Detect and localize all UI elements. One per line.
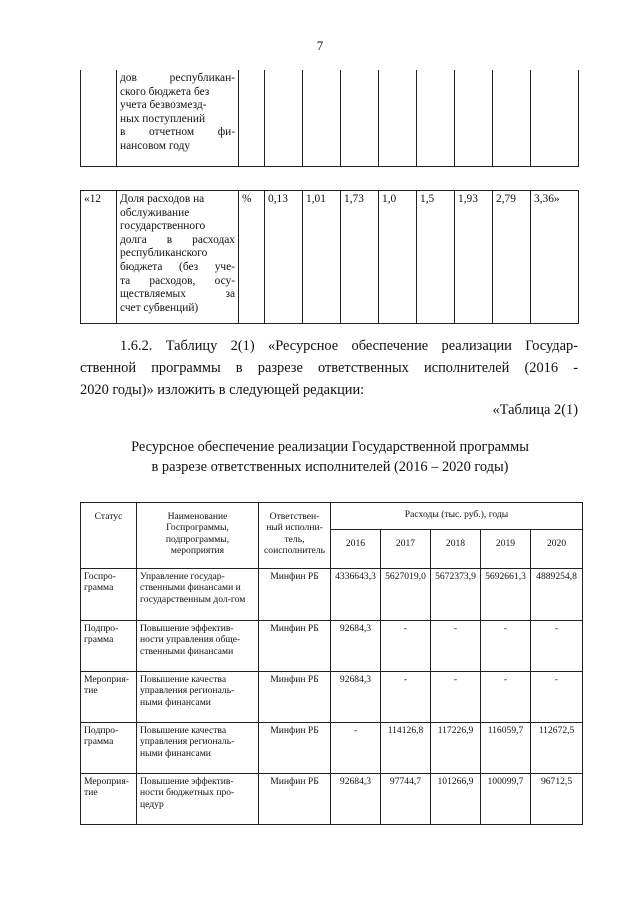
empty-cell	[303, 70, 341, 167]
amendment-paragraph	[80, 335, 578, 401]
indicator-text-line: та расходов, осу-	[120, 274, 235, 287]
value-cell: 3,36»	[531, 191, 579, 324]
indicator-text-line: Доля расходов на	[120, 193, 205, 205]
header-status: Статус	[81, 503, 137, 569]
empty-cell	[379, 70, 417, 167]
value-cell: 5672373,9	[431, 569, 481, 621]
value-cell: 1,01	[303, 191, 341, 324]
value-cell: -	[531, 672, 583, 723]
value-cell: 2,79	[493, 191, 531, 324]
empty-cell	[417, 70, 455, 167]
indicator-text-line: бюджета (без уче-	[120, 260, 235, 273]
table-title-line: Ресурсное обеспечение реализации Государственной программы	[131, 439, 529, 455]
table-label: «Таблица 2(1)	[492, 402, 578, 418]
value-cell: -	[431, 672, 481, 723]
value-cell: 4336643,3	[331, 569, 381, 621]
value-cell: 100099,7	[481, 774, 531, 825]
unit-cell: %	[239, 191, 265, 324]
value-cell: -	[481, 672, 531, 723]
header-expenses: Расходы (тыс. руб.), годы	[331, 503, 583, 530]
indicator-text-line: дов республикан-	[120, 72, 235, 84]
value-cell: 1,0	[379, 191, 417, 324]
value-cell: 112672,5	[531, 723, 583, 774]
empty-cell	[531, 70, 579, 167]
table-row	[81, 672, 583, 723]
indicator-text-line: учета безвозмезд-	[120, 99, 207, 112]
table-title-line: в разрезе ответственных исполнителей (2016 – 2020 годы)	[151, 459, 509, 475]
value-cell: 1,73	[341, 191, 379, 324]
row-number: «12	[81, 191, 117, 324]
empty-cell	[81, 70, 117, 167]
header-year: 2016	[331, 530, 381, 569]
value-cell: 116059,7	[481, 723, 531, 774]
paragraph-line: 2020 годы)» изложить в следующей редакции:	[80, 382, 365, 398]
value-cell: 5692661,3	[481, 569, 531, 621]
value-cell: 1,93	[455, 191, 493, 324]
indicator-name-cell	[117, 191, 239, 324]
indicator-text-line: государственного	[120, 220, 206, 233]
table-row	[81, 774, 583, 825]
value-cell: -	[331, 723, 381, 774]
empty-cell	[493, 70, 531, 167]
responsible-cell: Минфин РБ	[259, 774, 331, 825]
status-cell: Госпро-грамма	[81, 569, 137, 621]
empty-cell	[341, 70, 379, 167]
indicator-text-line: обслуживание	[120, 206, 190, 219]
indicator-text-line: республиканского	[120, 247, 208, 260]
value-cell: -	[381, 621, 431, 672]
value-cell: 117226,9	[431, 723, 481, 774]
responsible-cell: Минфин РБ	[259, 569, 331, 621]
status-cell: Мероприя-тие	[81, 774, 137, 825]
status-cell: Мероприя-тие	[81, 672, 137, 723]
status-cell: Подпро-грамма	[81, 621, 137, 672]
indicator-text-line: нансовом году	[120, 139, 191, 152]
header-year: 2019	[481, 530, 531, 569]
paragraph-line: ственной программы в разрезе ответственных исполнителей (2016 -	[80, 360, 578, 376]
indicator-text-line: ского бюджета без	[120, 85, 210, 98]
value-cell: -	[531, 621, 583, 672]
empty-cell	[455, 70, 493, 167]
name-cell: Повышение качества управления региональ-ными финансами	[137, 672, 259, 723]
empty-cell	[239, 70, 265, 167]
table-row	[81, 621, 583, 672]
continued-indicator-cell	[117, 70, 239, 167]
header-year: 2018	[431, 530, 481, 569]
value-cell: 96712,5	[531, 774, 583, 825]
name-cell: Управление государ-ственными финансами и государственным дол-гом	[137, 569, 259, 621]
indicator-text-line: долга в расходах	[120, 233, 235, 246]
indicator-text-line: ных поступлений	[120, 112, 206, 125]
table-title	[0, 437, 640, 477]
paragraph-line: 1.6.2. Таблицу 2(1) «Ресурсное обеспечение реализации Государ-	[120, 338, 578, 354]
value-cell: 4889254,8	[531, 569, 583, 621]
responsible-cell: Минфин РБ	[259, 672, 331, 723]
header-year: 2017	[381, 530, 431, 569]
resource-table	[80, 502, 583, 825]
value-cell: -	[381, 672, 431, 723]
value-cell: 101266,9	[431, 774, 481, 825]
indicator-text-line: ществляемых за	[120, 288, 235, 301]
header-responsible: Ответствен-ный исполни-тель, соисполнитель	[259, 503, 331, 569]
value-cell: 5627019,0	[381, 569, 431, 621]
indicators-table-continued	[80, 70, 579, 167]
table-row	[81, 723, 583, 774]
value-cell: 92684,3	[331, 672, 381, 723]
header-year: 2020	[531, 530, 583, 569]
value-cell: 1,5	[417, 191, 455, 324]
indicator-row-12-table	[80, 190, 579, 324]
empty-cell	[265, 70, 303, 167]
name-cell: Повышение эффектив-ности бюджетных про-цедур	[137, 774, 259, 825]
indicator-text-line: счет субвенций)	[120, 301, 199, 314]
responsible-cell: Минфин РБ	[259, 723, 331, 774]
value-cell: 0,13	[265, 191, 303, 324]
value-cell: -	[481, 621, 531, 672]
value-cell: 97744,7	[381, 774, 431, 825]
table-row	[81, 569, 583, 621]
value-cell: -	[431, 621, 481, 672]
header-name: Наименование Госпрограммы, подпрограммы, мероприятия	[137, 503, 259, 569]
value-cell: 92684,3	[331, 621, 381, 672]
responsible-cell: Минфин РБ	[259, 621, 331, 672]
value-cell: 114126,8	[381, 723, 431, 774]
status-cell: Подпро-грамма	[81, 723, 137, 774]
value-cell: 92684,3	[331, 774, 381, 825]
indicator-text-line: в отчетном фи-	[120, 126, 235, 139]
page-number: 7	[316, 38, 324, 53]
name-cell: Повышение эффектив-ности управления обще-ственными финансами	[137, 621, 259, 672]
name-cell: Повышение качества управления региональ-ными финансами	[137, 723, 259, 774]
